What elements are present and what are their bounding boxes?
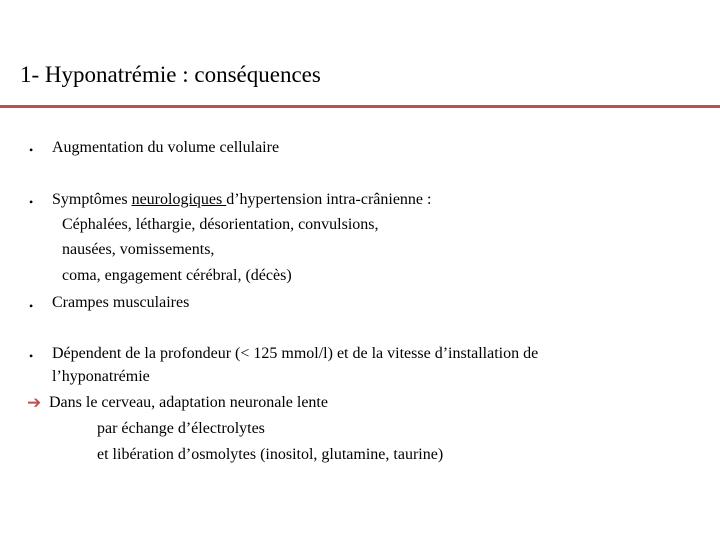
arrow-right-icon: ➔	[27, 393, 42, 412]
symptoms-prefix: Symptômes	[52, 191, 132, 208]
symptoms-underlined-word: neurologiques	[131, 191, 227, 208]
bullet-text-volume: Augmentation du volume cellulaire	[52, 139, 280, 156]
bullet-marker: •	[29, 143, 34, 157]
bullet-text-cramps: Crampes musculaires	[52, 294, 190, 311]
slide-title: 1- Hyponatrémie : conséquences	[20, 62, 321, 87]
symptom-list-line-3: coma, engagement cérébral, (décès)	[62, 267, 292, 284]
bullet-text-depend: Dépendent de la profondeur (< 125 mmol/l) et de la vitesse d’installation de	[52, 345, 539, 362]
bullet-text-depend-continued: l’hyponatrémie	[52, 368, 150, 385]
bullet-marker: •	[29, 349, 34, 363]
symptom-list-line-2: nausées, vomissements,	[62, 241, 215, 258]
bullet-marker: •	[29, 195, 34, 209]
title-divider	[0, 105, 720, 108]
conclusion-line-2: et libération d’osmolytes (inositol, glutamine, taurine)	[97, 446, 444, 463]
conclusion-line-1: par échange d’électrolytes	[97, 420, 265, 437]
bullet-marker: •	[29, 299, 34, 313]
conclusion-text: Dans le cerveau, adaptation neuronale lente	[49, 394, 328, 411]
symptoms-suffix: d’hypertension intra-crânienne :	[226, 191, 432, 208]
bullet-text-symptoms	[52, 190, 431, 210]
symptom-list-line-1: Céphalées, léthargie, désorientation, convulsions,	[62, 216, 379, 233]
